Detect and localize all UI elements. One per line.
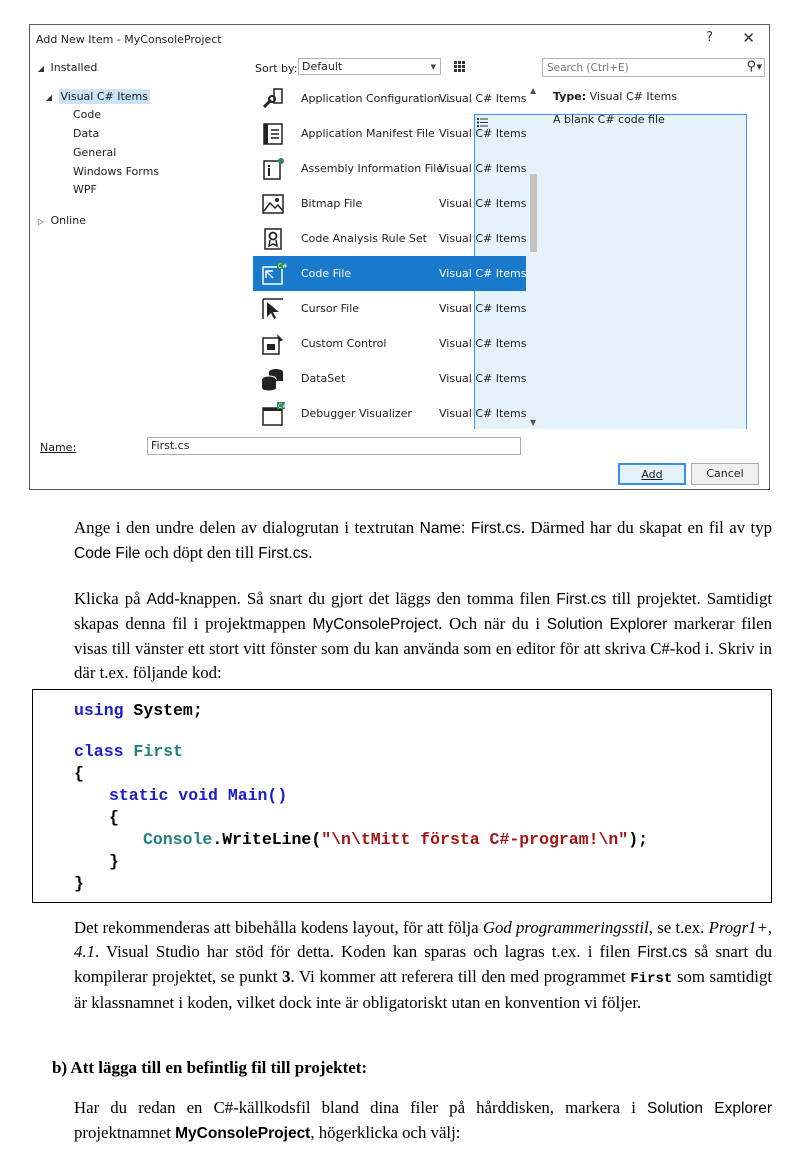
code-line-7: }	[109, 852, 119, 871]
code-line-8: }	[74, 874, 84, 893]
rule-set-icon	[261, 227, 285, 251]
list-scrollbar[interactable]	[527, 81, 541, 431]
grid-view-icon[interactable]	[451, 58, 468, 75]
list-item[interactable]: Assembly Information File Visual C# Items	[253, 151, 526, 186]
assembly-info-icon	[261, 157, 285, 181]
tree-item-installed[interactable]: ◢ Installed	[35, 59, 97, 77]
search-icon[interactable]: ⚲	[746, 59, 756, 74]
code-line-4: static void Main()	[109, 786, 288, 805]
list-item[interactable]: C# Debugger Visualizer Visual C# Items	[253, 396, 526, 431]
list-item[interactable]: Cursor File Visual C# Items	[253, 291, 526, 326]
expand-arrow-icon[interactable]: ◢	[37, 64, 45, 73]
bitmap-icon	[261, 192, 285, 216]
dialog-footer	[30, 429, 769, 489]
name-input[interactable]: First.cs	[147, 437, 521, 455]
list-item[interactable]: DataSet Visual C# Items	[253, 361, 526, 396]
chevron-down-icon[interactable]: ▼	[756, 63, 762, 71]
manifest-icon	[261, 122, 285, 146]
list-item-selected[interactable]: C# Code File Visual C# Items	[253, 256, 526, 291]
wrench-config-icon	[261, 87, 285, 111]
dataset-icon	[261, 367, 285, 391]
list-item[interactable]: Code Analysis Rule Set Visual C# Items	[253, 221, 526, 256]
tree-item-visual-csharp[interactable]: ◢ Visual C# Items	[43, 88, 150, 106]
add-button[interactable]: Add	[618, 463, 686, 485]
name-label: Name:	[40, 441, 77, 454]
sort-dropdown[interactable]: Default ▼	[298, 58, 441, 75]
cancel-button[interactable]: Cancel	[691, 463, 759, 485]
type-value: Visual C# Items	[589, 90, 678, 103]
code-file-icon	[261, 262, 288, 286]
list-item[interactable]: Application Manifest File Visual C# Items	[253, 116, 526, 151]
close-icon[interactable]: ✕	[742, 29, 755, 47]
tree-item-code[interactable]: Code	[73, 108, 102, 121]
code-line-2: class First	[74, 742, 183, 761]
help-icon[interactable]: ?	[706, 30, 713, 45]
scroll-down-icon[interactable]: ▼	[530, 418, 537, 427]
cursor-icon	[261, 297, 285, 321]
sort-toolbar	[255, 58, 525, 78]
template-tree	[30, 55, 250, 427]
expand-arrow-icon[interactable]: ◢	[45, 93, 53, 102]
add-new-item-dialog	[29, 24, 770, 490]
sort-label: Sort by:	[255, 62, 298, 75]
code-line-3: {	[74, 764, 84, 783]
list-item[interactable]: Application Configuration... Visual C# Items	[253, 81, 526, 116]
custom-control-icon	[261, 332, 285, 356]
paragraph-3: Det rekommenderas att bibehålla kodens layout, för att följa God programmeringsstil, se t.ex. Progr1+, 4.1. Visual Studio har stöd för detta. Koden kan sparas och lagras t.ex. i filen First.cs så snart du kompilerar projektet, se punkt 3. Vi kommer att referera till den med programmet First som samtidigt är klassnamnet i koden, vilket dock inte är obligatoriskt utan en konvention vi följer.	[74, 918, 773, 1012]
section-heading: b) Att lägga till en befintlig fil till projektet:	[52, 1058, 368, 1077]
tree-item-general[interactable]: General	[73, 146, 117, 159]
paragraph-2: Klicka på Add-knappen. Så snart du gjort det läggs den tomma filen First.cs till projektet. Samtidigt skapas denna fil i projektmappen MyConsoleProject. Och när du i Solution Explorer markerar filen visas till vänster ett stort vitt fönster som du kan använda som en editor för att skriva C#-kod i. Skriv in där t.ex. följande kod:	[74, 589, 772, 682]
paragraph-4: Har du redan en C#-källkodsfil bland dina filer på hårddisken, markera i Solution Explorer projektnamnet MyConsoleProject, högerklicka och välj:	[74, 1098, 772, 1142]
expand-arrow-icon[interactable]: ▷	[37, 217, 45, 226]
code-line-6: Console.WriteLine("\n\tMitt första C#-program!\n");	[143, 830, 648, 849]
debugger-visualizer-icon	[261, 402, 288, 426]
list-item[interactable]: Bitmap File Visual C# Items	[253, 186, 526, 221]
search-input[interactable]: Search (Ctrl+E) ⚲ ▼	[542, 58, 765, 77]
svg-text:C#: C#	[278, 403, 288, 410]
paragraph-1: Ange i den undre delen av dialogrutan i textrutan Name: First.cs. Därmed har du skapat en fil av typ Code File och döpt den till First.cs.	[74, 518, 773, 562]
tree-item-windows-forms[interactable]: Windows Forms	[73, 165, 160, 178]
list-item[interactable]: Custom Control Visual C# Items	[253, 326, 526, 361]
tree-item-wpf[interactable]: WPF	[73, 183, 97, 196]
type-label: Type:	[553, 90, 587, 103]
scroll-up-icon[interactable]: ▲	[530, 86, 537, 95]
code-line-5: {	[109, 808, 119, 827]
chevron-down-icon: ▼	[430, 63, 436, 71]
tree-item-online[interactable]: ▷ Online	[35, 212, 86, 230]
dialog-titlebar	[30, 25, 769, 55]
dialog-title: Add New Item - MyConsoleProject	[36, 33, 222, 46]
item-description: A blank C# code file	[553, 113, 665, 126]
code-line-1: using System;	[74, 701, 203, 720]
tree-item-data[interactable]: Data	[73, 127, 100, 140]
template-list	[253, 81, 526, 431]
svg-text:C#: C#	[278, 263, 288, 270]
code-listing	[32, 689, 772, 903]
scrollbar-thumb[interactable]	[530, 174, 537, 252]
